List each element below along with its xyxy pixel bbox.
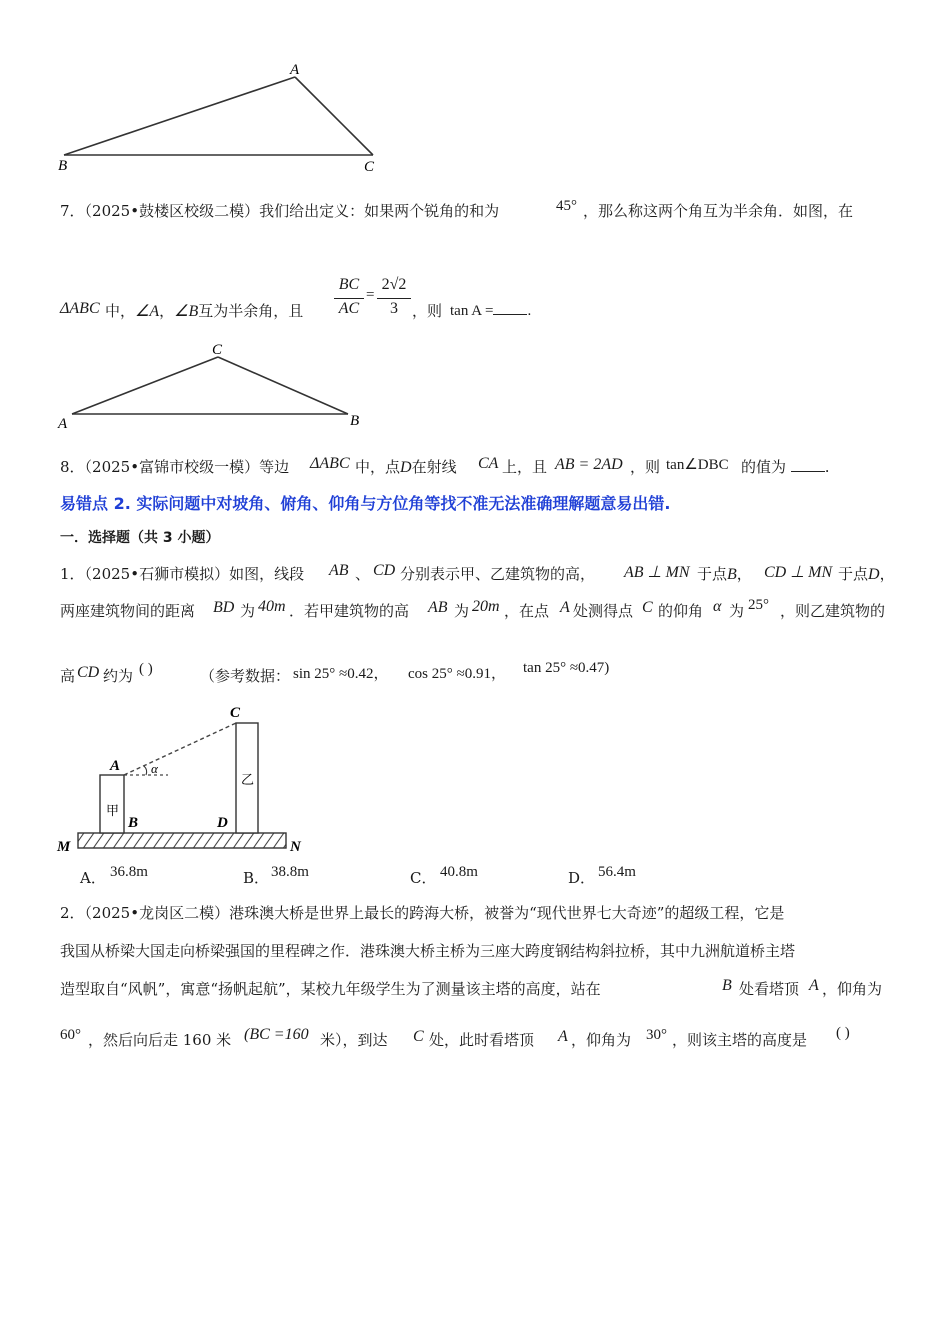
p1-dist-40: 40m (258, 598, 286, 615)
segment-ac (295, 77, 373, 155)
vertex-label-a: A (58, 416, 68, 432)
q7-line2: 中，∠A，∠B互为半余角，且 (105, 302, 304, 320)
q7-number: 7． (60, 202, 85, 220)
q7-rhs-bar (377, 298, 411, 299)
p1-l2i: ，则乙建筑物的 (780, 602, 886, 620)
vertex-label-c: C (212, 342, 223, 358)
p1-bd: BD (213, 599, 235, 616)
label-yi: 乙 (241, 772, 255, 787)
label-d: D (217, 815, 228, 831)
p2-number: 2． (60, 904, 85, 922)
p2-l3c: ，仰角为 (822, 980, 883, 998)
q8-triangle: ΔABC (310, 455, 350, 472)
p1-l1d: 于点D， (838, 565, 895, 583)
p2-bc-160: (BC =160 (244, 1026, 309, 1043)
p1-l3c: （参考数据： (200, 667, 291, 685)
label-a: A (110, 758, 121, 774)
p1-cd-2: CD (77, 664, 100, 681)
p1-height-20: 20m (472, 598, 500, 615)
p2-answer-paren[interactable]: ( ) (836, 1025, 850, 1041)
q8-answer-blank[interactable] (791, 457, 825, 472)
q7-angle-a: ∠A (135, 303, 160, 320)
p1-source: （2025•石狮市模拟） (84, 565, 230, 583)
q7-fraction-bar (334, 298, 364, 299)
p1-number: 1． (60, 565, 85, 583)
ground-hatched (78, 833, 286, 848)
angle-arc-alpha (144, 766, 147, 775)
q8-ray-ca: CA (478, 455, 499, 472)
figure-buildings (52, 700, 342, 860)
p1-l2e: ，在点 (504, 602, 550, 620)
option-d[interactable]: D． (568, 869, 596, 887)
label-alpha: α (151, 761, 158, 776)
p2-l4e: ，则该主塔的高度是 (672, 1031, 808, 1049)
vertex-label-c: C (364, 159, 375, 175)
p1-l2b: 为 (240, 602, 256, 620)
p1-l1b: 分别表示甲、乙建筑物的高， (400, 565, 596, 583)
p1-l2f: 处测得点 (573, 602, 634, 620)
q7-source: （2025•鼓楼区校级二模） (84, 202, 260, 220)
p1-answer-paren[interactable]: ( ) (139, 661, 153, 677)
p1-perp-cd: CD ⊥ MN (764, 564, 833, 581)
q7-answer-blank[interactable] (493, 300, 527, 315)
p1-ab: AB (329, 562, 349, 579)
option-b-value[interactable]: 38.8m (271, 864, 309, 880)
q7-line1: 7．（2025•鼓楼区校级二模）我们给出定义：如果两个锐角的和为 (60, 202, 500, 220)
p1-perp-ab: AB ⊥ MN (624, 564, 690, 581)
p1-line1: 1．（2025•石狮市模拟）如图，线段 (60, 565, 305, 583)
q7-fraction-num: BC (338, 276, 360, 293)
p1-ref-tan: tan 25° ≈0.47) (523, 660, 610, 676)
p2-l4d: ，仰角为 (571, 1031, 632, 1049)
segment-ac (72, 357, 218, 414)
error-point-heading: 易错点 2. 实际问题中对坡角、俯角、仰角与方位角等找不准无法准确理解题意易出错. (60, 494, 671, 513)
p1-line3: 高 (60, 667, 76, 685)
option-a[interactable]: A． (80, 869, 106, 887)
figure-triangle-q7 (55, 340, 375, 432)
p2-l3b: 处看塔顶 (739, 980, 800, 998)
p2-point-b: B (722, 977, 732, 994)
q7-tan-a: tan A = . (450, 300, 531, 320)
option-c-value[interactable]: 40.8m (440, 864, 478, 880)
q8-equation: AB = 2AD (555, 456, 623, 473)
p1-ref-sin: sin 25° ≈0.42， (293, 666, 389, 682)
vertex-label-a: A (290, 62, 300, 78)
p2-line1: 2．（2025•龙岗区二模）港珠澳大桥是世界上最长的跨海大桥，被誉为“现代世界七大奇迹”的超级工程，它是 (60, 904, 785, 922)
q8-line: 8．（2025•富锦市校级一模）等边 (60, 458, 290, 476)
p1-l2g: 的仰角 (658, 602, 704, 620)
option-d-value[interactable]: 56.4m (598, 864, 636, 880)
option-c[interactable]: C． (410, 869, 437, 887)
p2-point-a-2: A (558, 1028, 568, 1045)
p1-l3b: 约为 (103, 667, 134, 685)
p2-line3: 造型取自“风帆”，寓意“扬帆起航”，某校九年级学生为了测量该主塔的高度，站在 (60, 980, 601, 998)
segment-cb (218, 357, 348, 414)
p2-point-c: C (413, 1028, 424, 1045)
q8-t4: 上，且 (502, 458, 548, 476)
p1-dun: 、 (355, 565, 371, 583)
p2-l4c: 处，此时看塔顶 (429, 1031, 535, 1049)
q7-rhs-den: 3 (390, 300, 398, 317)
p1-l2h: 为 (729, 602, 745, 620)
q8-source: （2025•富锦市校级一模） (84, 458, 260, 476)
p2-l4a: ，然后向后走 160 米 (88, 1031, 232, 1049)
q8-tan-dbc: tan∠DBC (666, 457, 729, 473)
figure-triangle-top (55, 60, 395, 175)
q8-number: 8． (60, 458, 85, 476)
label-b: B (128, 815, 139, 831)
p2-l4b: 米），到达 (320, 1031, 388, 1049)
p1-ab-2: AB (428, 599, 448, 616)
q7-equals: = (366, 287, 375, 303)
p1-c: C (642, 599, 653, 616)
option-b[interactable]: B． (243, 869, 270, 887)
section-title: 一．选择题（共 3 小题） (60, 530, 220, 546)
p1-cd: CD (373, 562, 396, 579)
vertex-label-b: B (350, 413, 360, 429)
option-a-value[interactable]: 36.8m (110, 864, 148, 880)
p1-ref-cos: cos 25° ≈0.91， (408, 666, 506, 682)
p1-deg-25: 25° (748, 597, 769, 613)
label-jia: 甲 (106, 803, 120, 818)
q8-t6: 的值为 . (741, 458, 830, 476)
p1-alpha: α (713, 598, 722, 615)
p1-l2c: ．若甲建筑物的高 (289, 602, 410, 620)
label-n: N (290, 839, 301, 855)
p2-deg-30: 30° (646, 1027, 667, 1043)
q7-line2-end: ，则 (412, 302, 443, 320)
segment-ba (64, 77, 295, 155)
q7-degree-45: 45° (556, 198, 577, 214)
p2-source: （2025•龙岗区二模） (84, 904, 230, 922)
label-c: C (230, 705, 241, 721)
p1-l1c: 于点B， (697, 565, 752, 583)
q7-fraction-den: AC (338, 300, 360, 317)
vertex-label-b: B (58, 158, 68, 174)
q7-angle-b: ∠B (174, 303, 199, 320)
sight-line-ac (124, 723, 236, 775)
p1-line2: 两座建筑物间的距离 (60, 602, 196, 620)
p1-l2d: 为 (454, 602, 470, 620)
q7-triangle-symbol: ΔABC (60, 300, 100, 317)
p2-deg-60: 60° (60, 1027, 81, 1043)
label-m: M (57, 839, 71, 855)
q8-t2: 中，点D在射线 (355, 458, 457, 476)
p1-a: A (560, 599, 570, 616)
p2-line2: 我国从桥梁大国走向桥梁强国的里程碑之作．港珠澳大桥主桥为三座大跨度钢结构斜拉桥，其中九洲航道桥主塔 (60, 942, 796, 960)
q8-t5: ，则 (630, 458, 661, 476)
q7-rhs-num: 2√2 (381, 276, 407, 293)
p2-point-a: A (809, 977, 819, 994)
q7-line1-end: ，那么称这两个角互为半余角．如图，在 (583, 202, 854, 220)
